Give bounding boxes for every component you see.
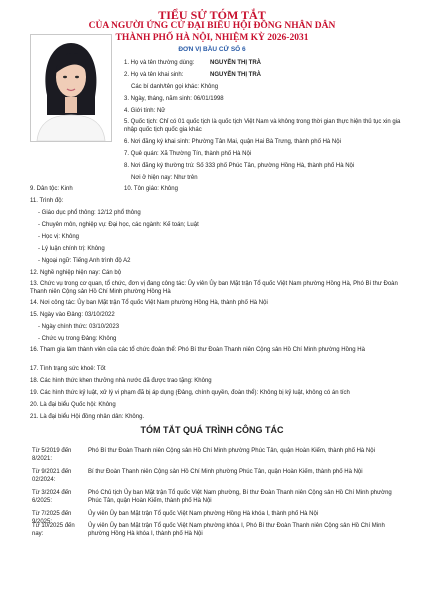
field-birth-registration: 6. Nơi đăng ký khai sinh: Phường Tân Mai, quận Hai Bà Trưng, thành phố Hà Nội (124, 139, 341, 145)
field-awards: 18. Các hình thức khen thưởng nhà nước đã được trao tặng: Không (30, 378, 212, 384)
field-health: 17. Tình trạng sức khoẻ: Tốt (30, 366, 106, 372)
field-religion: 10. Tôn giáo: Không (124, 186, 178, 192)
field-degree: - Học vị: Không (38, 234, 80, 240)
field-political-theory: - Lý luận chính trị: Không (38, 246, 105, 252)
field-ethnicity: 9. Dân tộc: Kinh (30, 186, 73, 192)
doc-subtitle-2: THÀNH PHỐ HÀ NỘI, NHIỆM KỲ 2026-2031 (115, 33, 309, 43)
portrait-image (31, 35, 111, 141)
field-workplace: 14. Nơi công tác: Ủy ban Mặt trận Tổ quốc Việt Nam phường Hồng Hà, thành phố Hà Nội (30, 300, 268, 306)
career-date: Từ 3/2024 đến 6/2025: (32, 490, 72, 504)
field-education: 11. Trình độ: (30, 198, 64, 204)
career-date: Từ 5/2019 đến 8/2021: (32, 448, 72, 462)
career-section-title: TÓM TẮT QUÁ TRÌNH CÔNG TÁC (140, 425, 284, 435)
field-foreign-language: - Ngoại ngữ: Tiếng Anh trình độ A2 (38, 258, 131, 264)
doc-subtitle-1: CỦA NGƯỜI ỨNG CỬ ĐẠI BIỂU HỘI ĐỒNG NHÂN DÂN (88, 21, 336, 31)
field-general-education: - Giáo dục phổ thông: 12/12 phổ thông (38, 210, 141, 216)
field-position: 13. Chức vụ trong cơ quan, tổ chức, đơn vị đang công tác: Ủy viên Ủy ban Mặt trận Tổ quốc Việt Nam phường Hồng Hà, Phó Bí thư Đoàn Thanh niên Cộng sản Hồ Chí Minh phường Hồng Hà (30, 281, 398, 295)
doc-title: TIỂU SỬ TÓM TẮT (158, 8, 266, 22)
field-common-name (124, 60, 261, 68)
career-text: Phó Chủ tịch Ủy ban Mặt trận Tổ quốc Việt Nam phường, Bí thư Đoàn Thanh niên Cộng sản Hồ Chí Minh phường Phúc Tân, quận Hoàn Kiếm, thành phố Hà Nội (88, 490, 392, 504)
field-birthdate: 3. Ngày, tháng, năm sinh: 06/01/1998 (124, 96, 224, 102)
field-party-official-date: - Ngày chính thức: 03/10/2023 (38, 324, 120, 330)
career-text: Bí thư Đoàn Thanh niên Cộng sản Hồ Chí Minh phường Phúc Tân, quận Hoàn Kiếm, thành phố Hà Nội (88, 469, 363, 475)
field-party-join-date: 15. Ngày vào Đảng: 03/10/2022 (30, 312, 115, 318)
career-date: Từ 10/2025 đến nay: (32, 523, 75, 537)
career-text: Ủy viên Ủy ban Mặt trận Tổ quốc Việt Nam phường Hồng Hà khóa I, thành phố Hà Nội (88, 511, 319, 517)
field-national-assembly: 20. Là đại biểu Quốc hội: Không (30, 402, 116, 408)
field-party-position: - Chức vụ trong Đảng: Không (38, 336, 117, 342)
field-label: 2. Họ và tên khai sinh: (124, 72, 184, 78)
field-hometown: 7. Quê quán: Xã Thường Tín, thành phố Hà Nội (124, 151, 252, 157)
electoral-unit: ĐƠN VỊ BẦU CỬ SỐ 6 (178, 46, 246, 53)
field-permanent-residence: 8. Nơi đăng ký thường trú: Số 333 phố Phúc Tân, phường Hồng Hà, thành phố Hà Nội (124, 163, 355, 169)
field-value: NGUYỄN THỊ TRÀ (210, 60, 261, 66)
field-label: 1. Họ và tên thường dùng: (124, 60, 195, 66)
field-peoples-council: 21. Là đại biểu Hội đồng nhân dân: Không. (30, 414, 145, 420)
field-occupation: 12. Nghề nghiệp hiện nay: Cán bộ (30, 270, 122, 276)
field-current-residence: Nơi ở hiện nay: Như trên (131, 175, 198, 181)
field-organizations: 16. Tham gia làm thành viên của các tổ chức đoàn thể: Phó Bí thư Đoàn Thanh niên Cộng sản Hồ Chí Minh phường Hồng Hà (30, 347, 365, 353)
career-date: Từ 7/2025 đến 9/2025: (32, 511, 72, 525)
field-gender: 4. Giới tính: Nữ (124, 108, 166, 114)
field-specialization: - Chuyên môn, nghiệp vụ: Đại học, các ngành: Kế toán; Luật (38, 222, 199, 228)
field-birth-name (124, 72, 261, 80)
field-nationality: 5. Quốc tịch: Chỉ có 01 quốc tịch là quốc tịch Việt Nam và không trong thời gian thực hiện thủ tục xin gia nhập quốc tịch quốc gia khác (124, 119, 401, 133)
field-value: NGUYỄN THỊ TRÀ (210, 72, 261, 78)
candidate-photo (30, 34, 112, 142)
career-text: Phó Bí thư Đoàn Thanh niên Cộng sản Hồ Chí Minh phường Phúc Tân, quận Hoàn Kiếm, thành phố Hà Nội (88, 448, 375, 454)
field-aliases: Các bí danh/tên gọi khác: Không (131, 84, 219, 90)
field-discipline: 19. Các hình thức kỷ luật, xử lý vi phạm đã bị áp dụng (Đảng, chính quyền, đoàn thể): Không bị kỷ luật, không có án tích (30, 390, 350, 396)
career-date: Từ 9/2021 đến 02/2024: (32, 469, 72, 483)
career-text: Ủy viên Ủy ban Mặt trận Tổ quốc Việt Nam phường khóa I, Phó Bí thư Đoàn Thanh niên Cộng sản Hồ Chí Minh phường Hồng Hà khóa I, thành phố Hà Nội (88, 523, 385, 537)
